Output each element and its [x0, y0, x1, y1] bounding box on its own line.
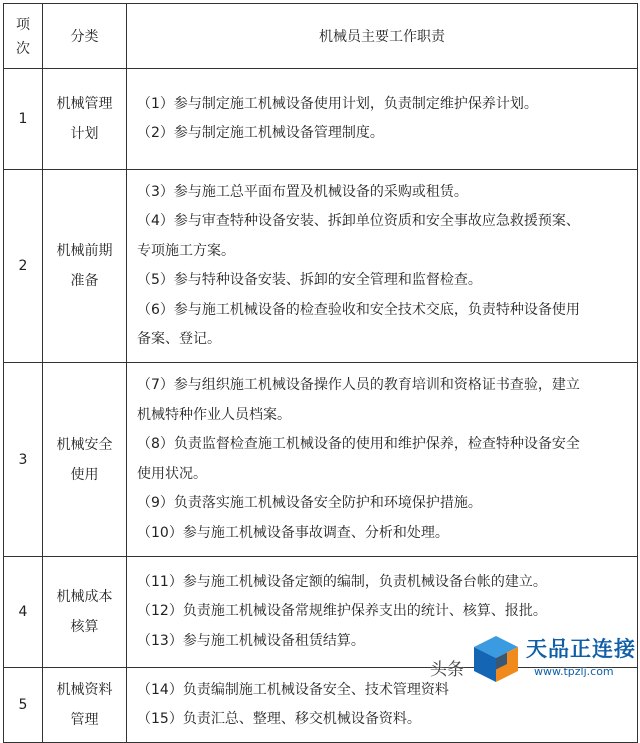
cube-logo-icon [470, 633, 522, 685]
duty-line: （6）参与施工机械设备的检查验收和安全技术交底，负责特种设备使用 [137, 301, 580, 318]
duty-line: （3）参与施工总平面布置及机械设备的采购或租赁。 [137, 183, 468, 200]
duty-line: （10）参与施工机械设备事故调查、分析和处理。 [137, 524, 449, 541]
watermark-brand: 天品正连接 [526, 637, 636, 661]
duty-line: （8）负责监督检查施工机械设备的使用和维护保养，检查特种设备安全 [137, 436, 580, 452]
duty-line: 机械特种作业人员档案。 [137, 406, 291, 423]
watermark-prefix: 头条 [430, 660, 464, 680]
row-category-label: 机械资料管理 [56, 682, 113, 728]
duty-line: （4）参与审查特种设备安装、拆卸单位资质和安全事故应急救援预案、 [137, 213, 580, 229]
row-category [43, 170, 127, 363]
header-index-label: 项次 [16, 17, 30, 57]
row-category [43, 69, 127, 170]
row-category-label: 机械管理计划 [56, 96, 113, 142]
duty-line: （14）负责编制施工机械设备安全、技术管理资料 [137, 681, 449, 698]
duty-line: （11）参与施工机械设备定额的编制，负责机械设备台帐的建立。 [137, 573, 547, 590]
duty-line: （5）参与特种设备安装、拆卸的安全管理和监督检查。 [137, 272, 482, 288]
row-index: 3 [4, 363, 43, 557]
table-row [4, 363, 638, 557]
duty-line: （15）负责汇总、整理、移交机械设备资料。 [137, 711, 421, 727]
row-duties [127, 170, 638, 363]
row-category-label: 机械成本核算 [56, 589, 113, 635]
duty-line: 专项施工方案。 [137, 242, 235, 259]
row-duties [127, 363, 638, 557]
row-index: 4 [4, 557, 43, 668]
table-row [4, 69, 638, 170]
duty-line: 使用状况。 [137, 465, 207, 482]
row-index: 2 [4, 170, 43, 363]
duty-line: （1）参与制定施工机械设备使用计划，负责制定维护保养计划。 [137, 95, 538, 112]
duty-line: （12）负责施工机械设备常规维护保养支出的统计、核算、报批。 [137, 603, 547, 620]
row-duties [127, 69, 638, 170]
row-category [43, 363, 127, 557]
duty-line: （7）参与组织施工机械设备操作人员的教育培训和资格证书查验，建立 [137, 377, 580, 393]
row-index: 1 [4, 69, 43, 170]
duty-line: （9）负责落实施工机械设备安全防护和环境保护措施。 [137, 495, 482, 511]
row-category [43, 557, 127, 668]
row-category-label: 机械安全使用 [56, 436, 113, 483]
watermark-url: www.tpzlj.com [534, 665, 614, 678]
duty-line: （2）参与制定施工机械设备管理制度。 [137, 125, 384, 141]
row-category-label: 机械前期准备 [56, 243, 113, 289]
duty-line: （13）参与施工机械设备租赁结算。 [137, 632, 365, 649]
watermark [430, 631, 640, 691]
row-index: 5 [4, 668, 43, 743]
table-row [4, 170, 638, 363]
header-category: 分类 [43, 4, 127, 69]
header-duties: 机械员主要工作职责 [127, 4, 638, 69]
duty-line: 备案、登记。 [137, 331, 221, 347]
header-row [4, 4, 638, 69]
row-category [43, 668, 127, 743]
header-index [4, 4, 43, 69]
